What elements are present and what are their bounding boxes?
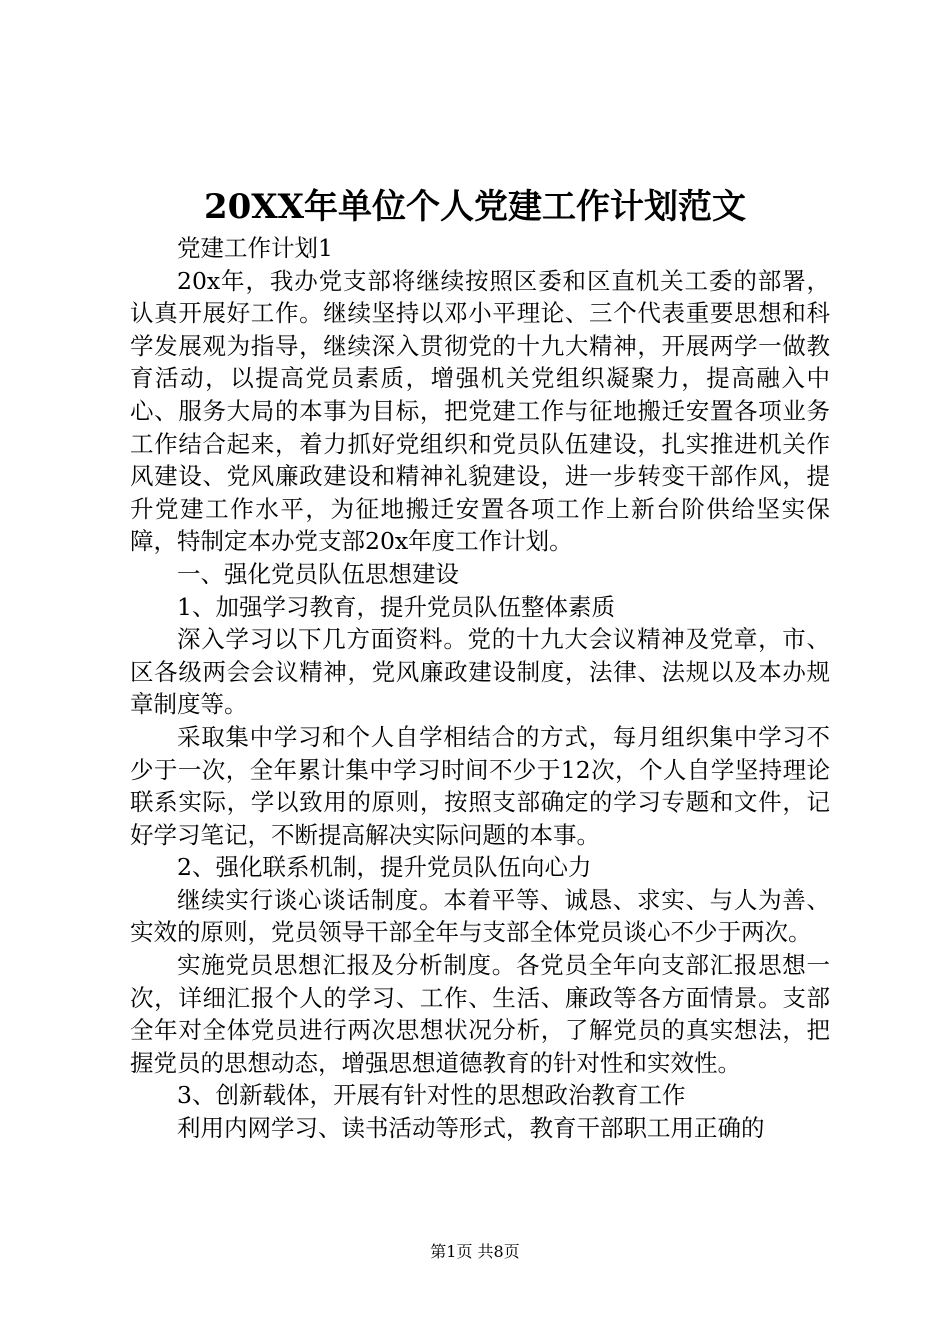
paragraph-study-method: 采取集中学习和个人自学相结合的方式，每月组织集中学习不少于一次，全年累计集中学习时间不少于12次，个人自学坚持理论联系实际，学以致用的原则，按照支部确定的学习专题和文件，记好学习笔记，不断提高解决实际问题的本事。 [130, 722, 830, 849]
paragraph-education: 利用内网学习、读书活动等形式，教育干部职工用正确的 [177, 1114, 765, 1143]
subsection-heading-3: 3、创新载体，开展有针对性的思想政治教育工作 [177, 1081, 686, 1110]
subsection-heading-2: 2、强化联系机制，提升党员队伍向心力 [177, 853, 592, 882]
document-body [130, 232, 830, 1145]
section-heading-1: 一、强化党员队伍思想建设 [177, 559, 459, 588]
paragraph-plan-heading: 党建工作计划1 [177, 234, 333, 262]
paragraph-thought-report: 实施党员思想汇报及分析制度。各党员全年向支部汇报思想一次，详细汇报个人的学习、工作、生活、廉政等各方面情景。支部全年对全体党员进行两次思想状况分析，了解党员的真实想法，把握党员的思想动态，增强思想道德教育的针对性和实效性。 [130, 951, 830, 1077]
document-title: 20XX年单位个人党建工作计划范文 [203, 187, 747, 227]
page-footer: 第1页 共8页 [430, 1242, 520, 1261]
subsection-heading-1: 1、加强学习教育，提升党员队伍整体素质 [177, 592, 615, 621]
paragraph-intro: 20x年，我办党支部将继续按照区委和区直机关工委的部署，认真开展好工作。继续坚持以邓小平理论、三个代表重要思想和科学发展观为指导，继续深入贯彻党的十九大精神，开展两学一做教育活动，以提高党员素质，增强机关党组织凝聚力，提高融入中心、服务大局的本事为目标，把党建工作与征地搬迁安置各项业务工作结合起来，着力抓好党组织和党员队伍建设，扎实推进机关作风建设、党风廉政建设和精神礼貌建设，进一步转变干部作风，提升党建工作水平，为征地搬迁安置各项工作上新台阶供给坚实保障，特制定本办党支部20x年度工作计划。 [130, 266, 830, 556]
paragraph-study-content: 深入学习以下几方面资料。党的十九大会议精神及党章，市、区各级两会会议精神，党风廉政建设制度，法律、法规以及本办规章制度等。 [130, 625, 830, 719]
paragraph-talk-system: 继续实行谈心谈话制度。本着平等、诚恳、求实、与人为善、实效的原则，党员领导干部全年与支部全体党员谈心不少于两次。 [130, 885, 830, 947]
